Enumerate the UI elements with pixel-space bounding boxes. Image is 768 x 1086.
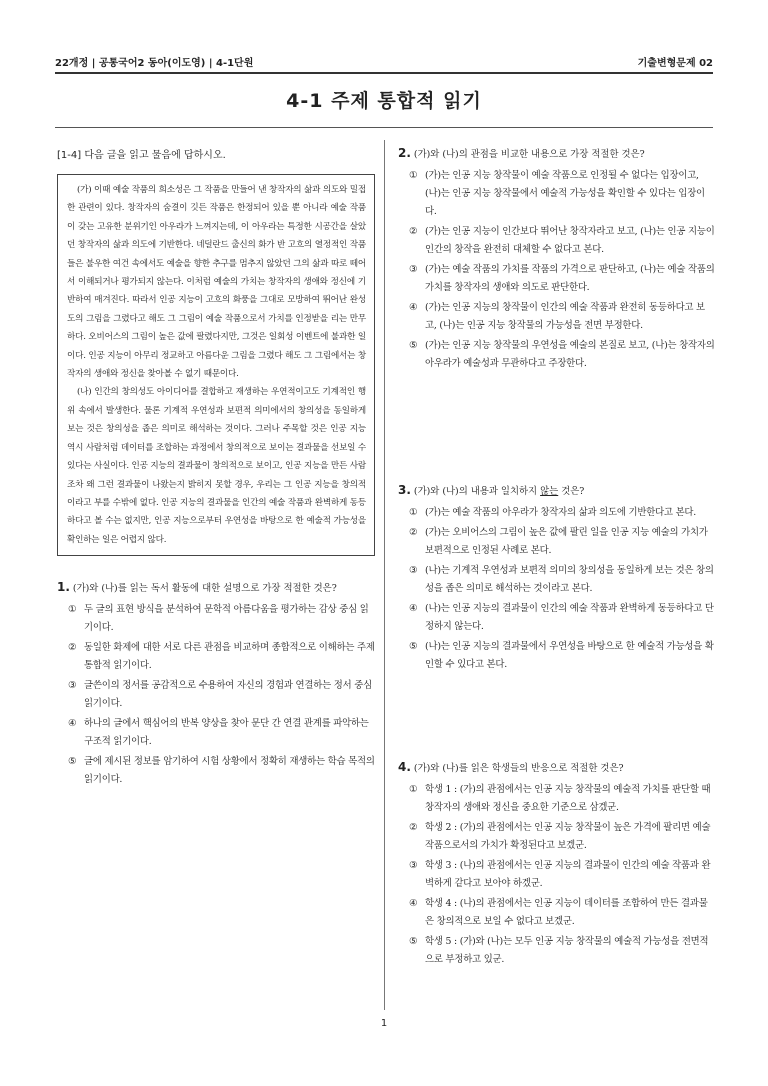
page-title: 4-1 주제 통합적 읽기 [286, 90, 482, 112]
question-stem: 2. (가)와 (나)의 관점을 비교한 내용으로 가장 적절한 것은? [398, 146, 645, 160]
option-4[interactable]: ④ 학생 4 : (나)의 관점에서는 인공 지능이 데이터를 조합하여 만든 결과물은 창의적으로 보일 수 없다고 보겠군. [409, 898, 708, 927]
option-1[interactable]: ① 두 글의 표현 방식을 분석하여 문학적 아름다움을 평가하는 감상 중심 읽기이다. [68, 604, 369, 634]
option-4[interactable]: ④ (나)는 인공 지능의 결과물이 인간의 예술 작품과 완벽하게 동등하다고 단정하지 않는다. [409, 603, 714, 632]
course-info: 22개정 | 공통국어2 동아(이도영) | 4-1단원 [55, 58, 254, 69]
option-5[interactable]: ⑤ (나)는 인공 지능의 결과물에서 우연성을 바탕으로 한 예술적 가능성을 확인할 수 있다고 본다. [409, 641, 714, 670]
column-divider [384, 140, 385, 1010]
question-number: 2. [398, 146, 411, 160]
question-number: 3. [398, 483, 411, 497]
passage-ga: (가) 이때 예술 작품의 희소성은 그 작품을 만들어 낸 창작자의 삶과 의도와 밀접한 관련이 있다. 창작자의 숨결이 깃든 작품은 한정되어 있을 뿐 아니라 예술 작품이 갖는 고유한 분위기인 아우라가 느껴지는데, 이 아우라는 특정한 시공간을 살았던 창작자의 삶과 의도에 기반한다. 네덜란드 출신의 화가 반 고흐의 열정적인 작품들은 불우한 여건 속에서도 예술을 향한 추구를 멈추지 않았던 그의 삶과 따로 떼어서 이해되거나 평가되지 않는다. 이처럼 예술의 가치는 창작자의 생애와 정신에 기반하여 매겨진다. 따라서 인공 지능이 고흐의 화풍을 그대로 모방하여 뛰어난 완성도의 그림을 그렸다고 해도 그 그림이 예술 작품으로서 가치를 인정받을 리는 만무하다. 오비어스의 그림이 높은 값에 팔렸다지만, 그것은 일회성 이벤트에 불과한 일이다. 인공 지능이 아무리 정교하고 아름다운 그림을 그렸다 해도 그 그림에서는 창작자의 생애와 정신을 찾아볼 수 없기 때문이다. [67, 185, 366, 380]
question-stem: 4. (가)와 (나)를 읽은 학생들의 반응으로 적절한 것은? [398, 760, 624, 774]
option-2[interactable]: ② 동일한 화제에 대한 서로 다른 관점을 비교하며 종합적으로 이해하는 주제 통합적 읽기이다. [68, 642, 375, 672]
option-list [57, 601, 375, 789]
page-header [55, 50, 713, 70]
question-2 [398, 144, 716, 373]
option-4[interactable]: ④ (가)는 인공 지능의 창작물이 인간의 예술 작품과 완전히 동등하다고 보고, (나)는 인공 지능 창작물의 가능성을 전면 부정한다. [409, 302, 705, 331]
question-stem: 3. (가)와 (나)의 내용과 일치하지 않는 것은? [398, 483, 585, 497]
passage-na: (나) 인간의 창의성도 아이디어를 결합하고 재생하는 우연적이고도 기계적인 행위 속에서 발생한다. 물론 기계적 우연성과 보편적 의미에서의 창의성을 동일하게 보는 것은 창의성을 좁은 의미로 해석하는 것이다. 그러나 주목할 것은 인공 지능 역시 사람처럼 데이터를 조합하는 과정에서 창의적으로 보이는 결과물을 선보일 수 있다는 사실이다. 인공 지능의 결과물이 창의적으로 보이고, 인공 지능을 만든 사람조차 왜 그런 결과물이 나왔는지 밝히지 못할 경우, 우리는 그 인공 지능을 창의적이라고 부를 수밖에 없다. 인공 지능의 결과물을 인간의 예술 작품과 완벽하게 동등하다고 볼 수는 없지만, 인공 지능으로부터 우연성을 바탕으로 한 예술적 가능성을 확인하는 일은 어렵지 않다. [67, 387, 366, 545]
question-1 [57, 578, 375, 789]
question-number: 1. [57, 580, 70, 595]
option-1[interactable]: ① 학생 1 : (가)의 관점에서는 인공 지능 창작물의 예술적 가치를 판단할 때 창작자의 생애와 정신을 중요한 기준으로 삼겠군. [409, 784, 711, 813]
question-3 [398, 481, 716, 674]
option-list [398, 167, 716, 373]
page-number: 1 [380, 1018, 388, 1029]
option-5[interactable]: ⑤ 학생 5 : (가)와 (나)는 모두 인공 지능 창작물의 예술적 가능성을 전면적으로 부정하고 있군. [409, 936, 709, 965]
option-5[interactable]: ⑤ 글에 제시된 정보를 암기하여 시험 상황에서 정확히 재생하는 학습 목적의 읽기이다. [68, 756, 375, 786]
question-number: 4. [398, 760, 411, 774]
worksheet-label: 기출변형문제 02 [637, 58, 713, 69]
right-column [398, 144, 716, 971]
option-2[interactable]: ② 학생 2 : (가)의 관점에서는 인공 지능 창작물이 높은 가격에 팔리면 예술 작품으로서의 가치가 확정된다고 보겠군. [409, 822, 711, 851]
option-2[interactable]: ② (가)는 오비어스의 그림이 높은 값에 팔린 일을 인공 지능 예술의 가치가 보편적으로 인정된 사례로 본다. [409, 527, 708, 556]
option-1[interactable]: ① (가)는 예술 작품의 아우라가 창작자의 삶과 의도에 기반한다고 본다. [409, 507, 697, 518]
question-4 [398, 758, 716, 969]
option-list [398, 504, 716, 674]
instruction: [1-4] 다음 글을 읽고 물음에 답하시오. [57, 150, 226, 161]
option-3[interactable]: ③ 학생 3 : (나)의 관점에서는 인공 지능의 결과물이 인간의 예술 작품과 완벽하게 같다고 보아야 하겠군. [409, 860, 711, 889]
header-rule [55, 72, 713, 74]
question-stem: 1. (가)와 (나)를 읽는 독서 활동에 대한 설명으로 가장 적절한 것은? [57, 580, 337, 595]
option-3[interactable]: ③ 글쓴이의 정서를 공감적으로 수용하여 자신의 경험과 연결하는 정서 중심 읽기이다. [68, 680, 372, 710]
option-3[interactable]: ③ (나)는 기계적 우연성과 보편적 의미의 창의성을 동일하게 보는 것은 창의성을 좁은 의미로 해석하는 것이라고 본다. [409, 565, 714, 594]
underlined-word: 않는 [540, 486, 559, 497]
left-column [57, 144, 375, 791]
title-rule [55, 127, 713, 128]
option-2[interactable]: ② (가)는 인공 지능이 인간보다 뛰어난 창작자라고 보고, (나)는 인공 지능이 인간의 창작을 완전히 대체할 수 없다고 본다. [409, 226, 715, 255]
option-5[interactable]: ⑤ (가)는 인공 지능 창작물의 우연성을 예술의 본질로 보고, (나)는 창작자의 아우라가 예술성과 무관하다고 주장한다. [409, 340, 715, 369]
option-list [398, 781, 716, 969]
passage-box [57, 174, 375, 556]
option-3[interactable]: ③ (가)는 예술 작품의 가치를 작품의 가격으로 판단하고, (나)는 예술 작품의 가치를 창작자의 생애와 의도로 판단한다. [409, 264, 715, 293]
option-1[interactable]: ① (가)는 인공 지능 창작물이 예술 작품으로 인정될 수 없다는 입장이고, (나)는 인공 지능 창작물에서 예술적 가능성을 확인할 수 있다는 입장이다. [409, 170, 705, 217]
option-4[interactable]: ④ 하나의 글에서 핵심어의 반복 양상을 찾아 문단 간 연결 관계를 파악하는 구조적 읽기이다. [68, 718, 369, 748]
